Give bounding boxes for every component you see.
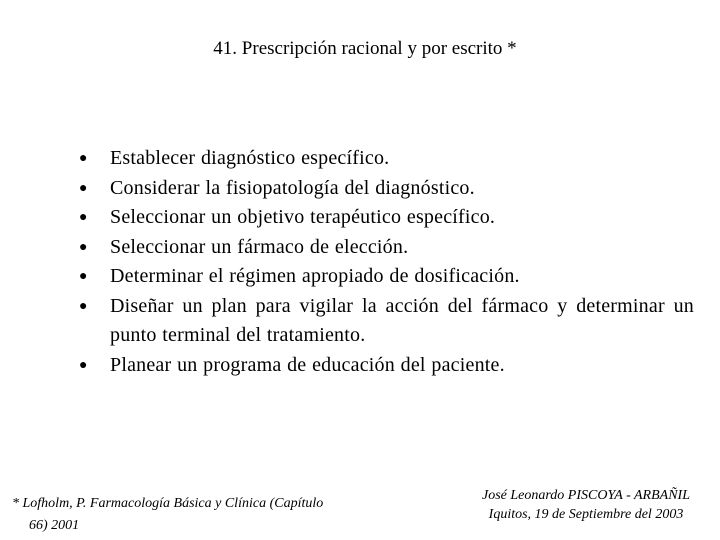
footnote	[12, 493, 417, 537]
bullet-item	[79, 351, 694, 381]
bullet-text: Seleccionar un objetivo terapéutico específico.	[110, 206, 496, 228]
footnote-line1: * Lofholm, P. Farmacología Básica y Clínica (Capítulo	[12, 496, 324, 511]
bullet-item	[79, 203, 694, 233]
bullet-text: Determinar el régimen apropiado de dosificación.	[110, 265, 520, 287]
bullet-text: Establecer diagnóstico específico.	[110, 147, 390, 169]
bullet-item	[79, 144, 694, 174]
bullet-text: Considerar la fisiopatología del diagnóstico.	[110, 176, 475, 199]
bullet-list	[79, 144, 694, 380]
slide-title: 41. Prescripción racional y por escrito *	[213, 38, 517, 59]
bullet-text: Planear un programa de educación del paciente.	[110, 353, 505, 376]
author-name: José Leonardo PISCOYA - ARBAÑIL	[482, 488, 690, 503]
bullet-item	[79, 233, 694, 263]
bullet-item	[79, 292, 694, 351]
author-credit	[452, 486, 720, 524]
bullet-text: Seleccionar un fármaco de elección.	[110, 235, 409, 258]
bullet-icon: ●	[79, 357, 88, 373]
bullet-text: Diseñar un plan para vigilar la acción del fármaco y determinar un punto terminal del tratamiento.	[110, 294, 694, 346]
bullet-item	[79, 262, 694, 292]
bullet-icon: ●	[79, 269, 88, 284]
bullet-icon: ●	[79, 180, 88, 196]
bullet-icon: ●	[79, 210, 88, 225]
bullet-icon: ●	[79, 151, 88, 166]
bullet-item	[79, 174, 694, 204]
footnote-line2: 66) 2001	[29, 518, 80, 533]
bullet-icon: ●	[79, 298, 88, 314]
author-place-date: Iquitos, 19 de Septiembre del 2003	[488, 507, 684, 522]
bullet-icon: ●	[79, 239, 88, 255]
